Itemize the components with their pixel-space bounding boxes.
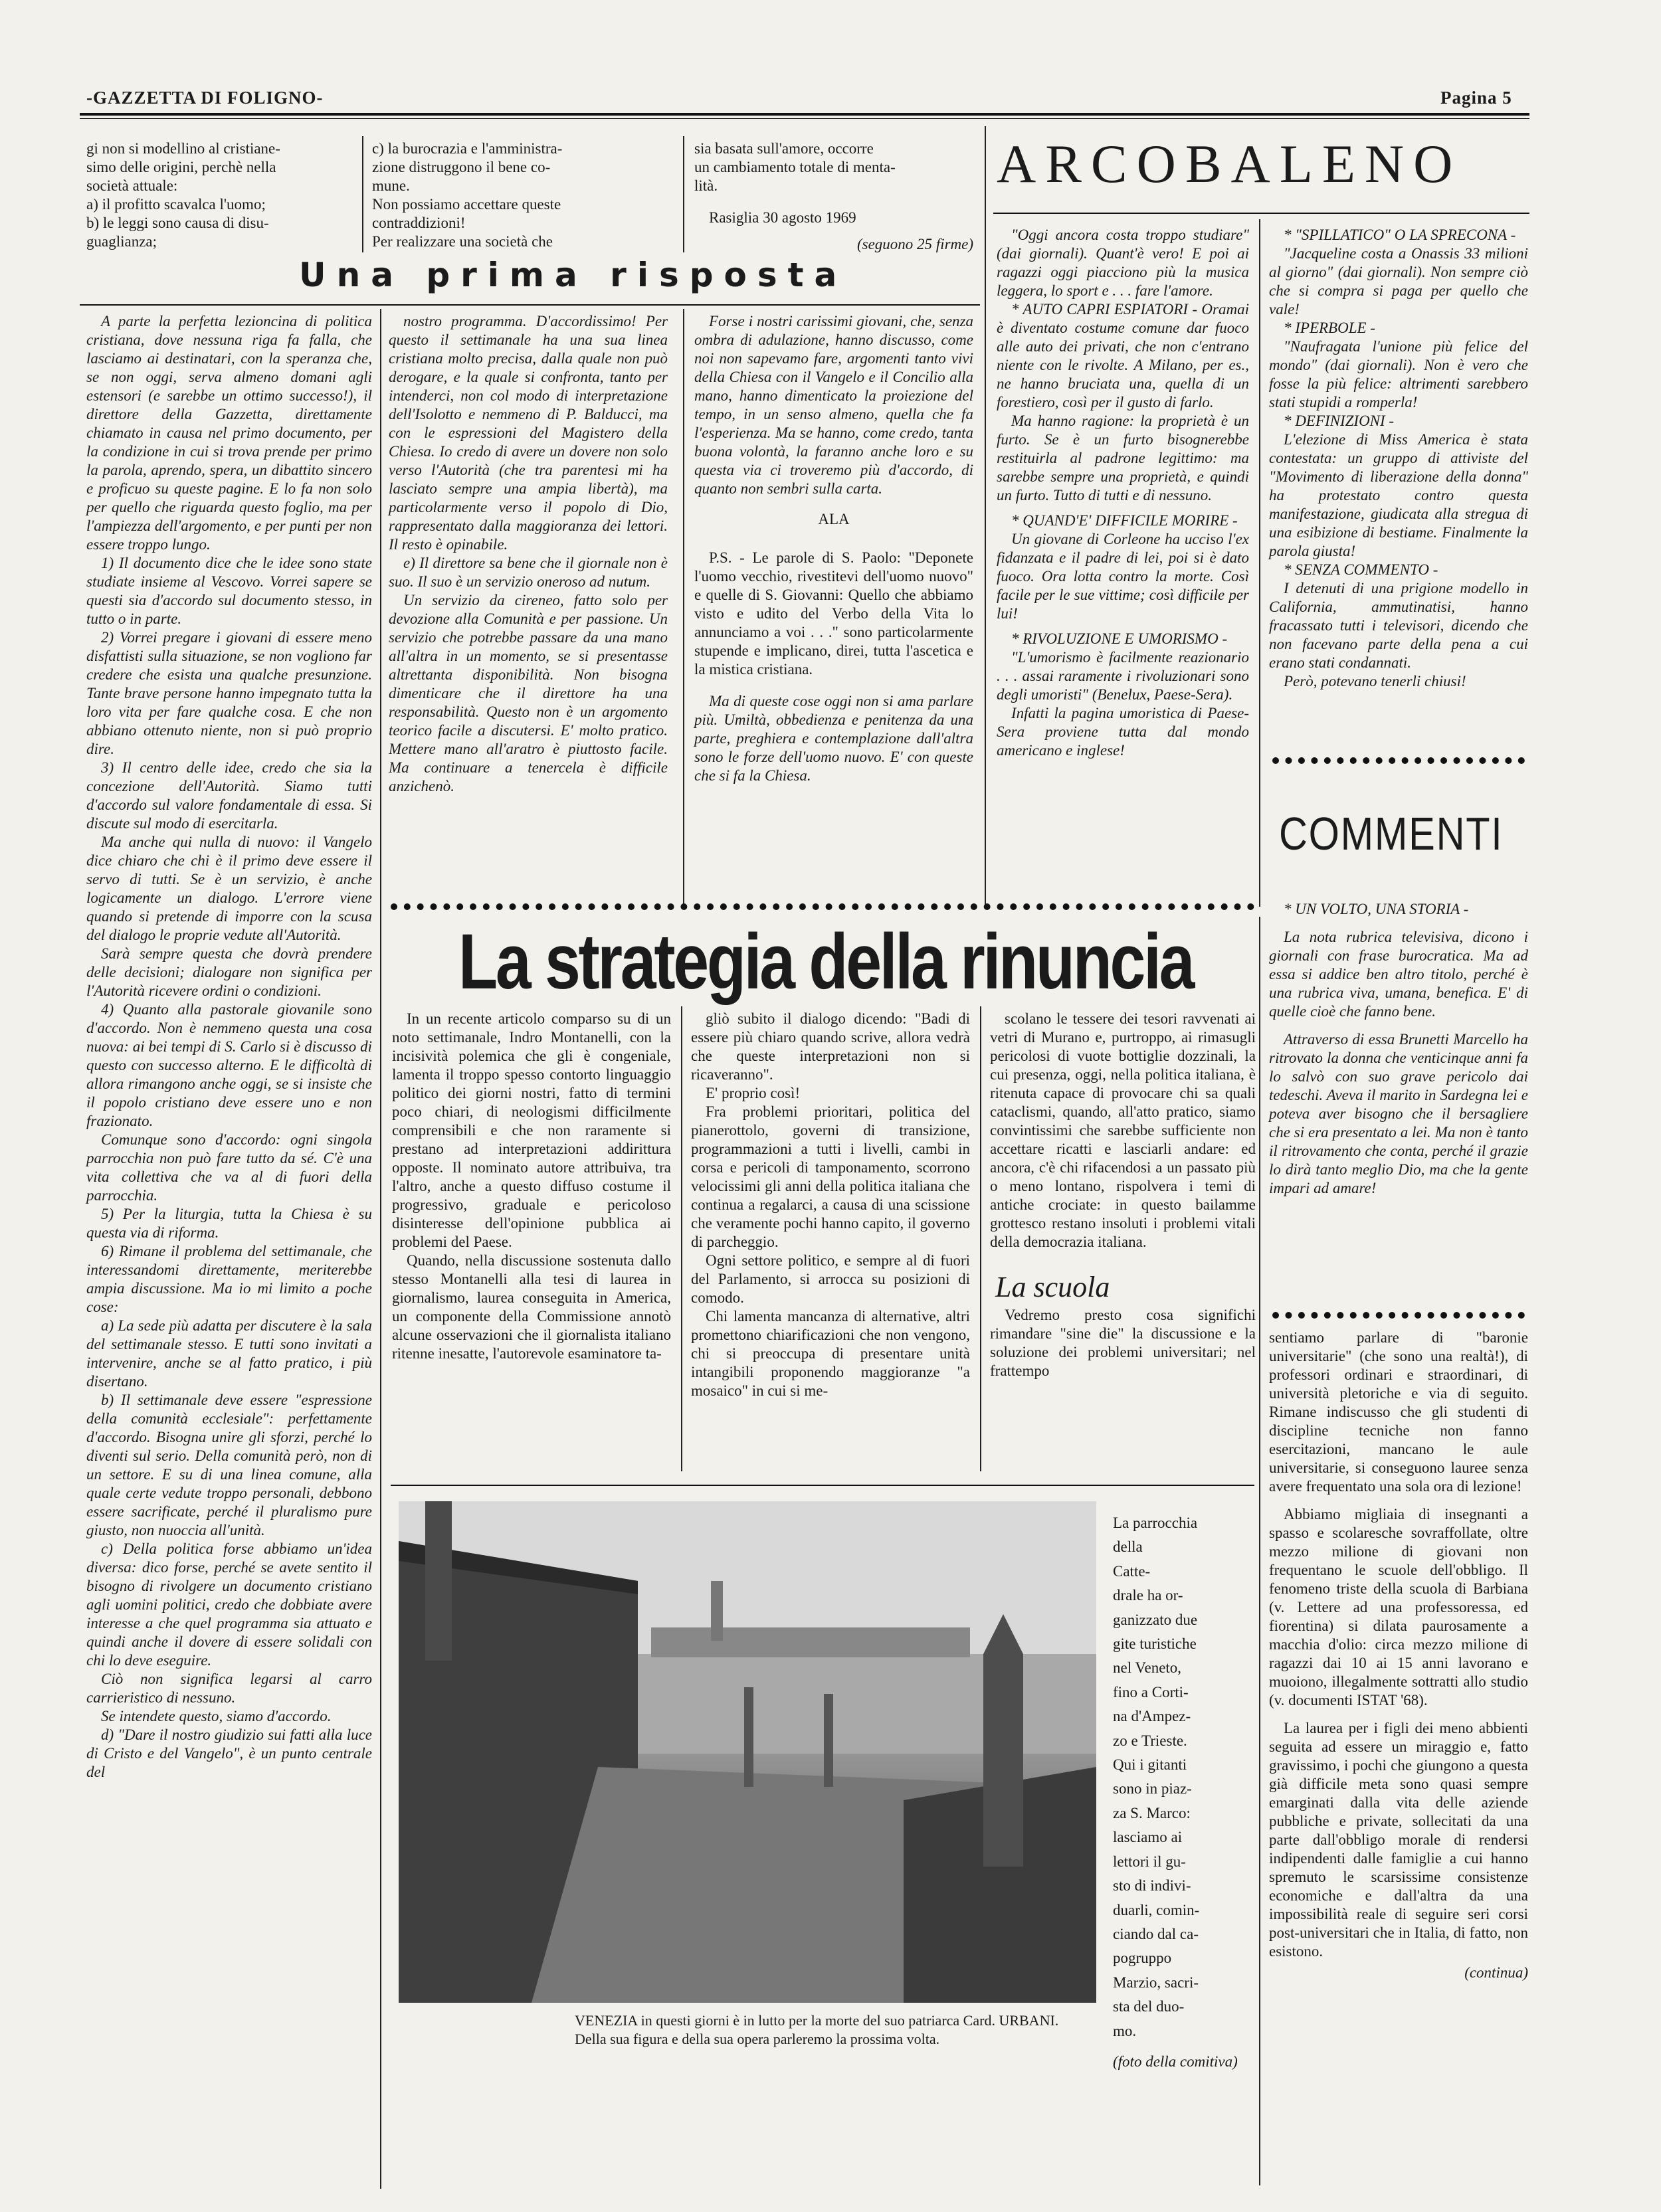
col-divider (681, 1006, 682, 1471)
strategia-col-3: scolano le tessere dei tesori ravvenati ai vetri di Murano e, purtroppo, ai rimasugli pericolosi di vuote bottiglie dozzinali, la cui presenza, oggi, nella politica italiana, è ritenuta capace di provocare chi sa quali cataclismi, quando, all'atto pratico, siamo convintissimi che sarebbe sufficiente non accettare ricatti e lasciarli andare: ed ancora, c'è chi rifacendosi a un passato più o meno lontano, rispolvera i temi di antiche crociate: in questo bailamme grottesco restano insoluti i problemi vitali della democrazia italiana. La scuola Vedremo presto cosa significhi rimandare "sine die" la discussione e la soluzione dei problemi universitari; nel frattempo (990, 1010, 1256, 1379)
headline-commenti: COMMENTI (1279, 808, 1504, 860)
continua-label: (continua) (1464, 1964, 1528, 1981)
section-rule (993, 213, 1529, 214)
commenti-text: * UN VOLTO, UNA STORIA - La nota rubrica televisiva, dicono i giornali con frase burocratica. Ma ad essa si addice ben altro titolo, perché è una rubrica viva, umana, benefica. E' di quelle cioè che fanno bene. Attraverso di essa Brunetti Marcello ha ritrovato la donna che venticinque anni fa lo salvò con suo grave pericolo dai tedeschi. Aveva il marito in Sardegna lei e poteva aver bisogno che il bersagliere che si era presentato a lei. Ma non è tanto il ritrovamento che conta, perché il grazie lo dirà tanto meglio Dio, ma che la gente impari ad amare! (1269, 901, 1528, 1196)
venice-photo (399, 1501, 1096, 2003)
section-rule (391, 1485, 1254, 1486)
dotted-rule (1272, 757, 1525, 764)
col-divider (380, 309, 381, 2189)
venice-scene (399, 1501, 1096, 2003)
arcobaleno-col-1: "Oggi ancora costa troppo studiare" (dai giornali). Quant'è vero! E poi ai ragazzi oggi piacciono più la musica leggera, lo sport e . . . fare l'amore. * AUTO CAPRI ESPIATORI - Oramai è diventato costume comune dar fuoco alle auto dei privati, che non c'entrano niente con le rivolte. A Milano, per es., ne hanno bruciata una, quella di un forestiero, così per il gusto di farlo. Ma hanno ragione: la proprietà è un furto. Se è un furto bisognerebbe restituirla al padrone legittimo: ma sarebbe sempre una proprietà, e quindi un furto. Tutto di tutti e di nessuno. * QUAND'E' DIFFICILE MORIRE - Un giovane di Corleone ha ucciso l'ex fidanzata e il padre di lei, poi si è dato fuoco. Ora lotta contro la morte. Così facile per le sue vittime; così difficile per lui! * RIVOLUZIONE E UMORISMO - "L'umorismo è facilmente reazionario . . . assai raramente i rivoluzionari sono degli umoristi" (Benelux, Paese-Sera). Infatti la pagina umoristica di Paese-Sera proviene tutta dal mondo americano e inglese! (997, 227, 1249, 759)
header-rule (80, 113, 1529, 116)
top-col-2: c) la burocrazia e l'amministra- zione distruggono il bene co- mune. Non possiamo accettare queste contraddizioni! Per realizzare una società che (372, 140, 563, 250)
dotted-rule (391, 903, 1254, 910)
col-divider (980, 1006, 981, 1471)
section-rule (80, 304, 980, 306)
photo-caption: VENEZIA in questi giorni è in lutto per la morte del suo patriarca Card. URBANI. Della sua figura e della sua opera parleremo la prossima volta. (575, 2012, 1059, 2047)
top-col-1: gi non si modellino al cristiane- simo delle origini, perchè nella società attuale: a) il profitto scavalca l'uomo; b) le leggi sono causa di disu- guaglianza; (86, 140, 280, 250)
col-divider (985, 126, 986, 907)
top-col-3: sia basata sull'amore, occorre un cambiamento totale di menta- lità. Rasiglia 30 agosto 1969 (seguono 25 firme) (694, 140, 973, 252)
dotted-rule (1272, 1312, 1525, 1319)
photo-side-text: La parrocchia della Catte- drale ha or- ganizzato due gite turistiche nel Veneto, fino a Corti- na d'Ampez- zo e Trieste. Qui i gitanti sono in piaz- za S. Marco: lasciamo ai lettori il gu- sto di indivi- duarli, comin- ciando dal ca- pogruppo Marzio, sacri- sta del duo- mo. (foto della comitiva) (1113, 1515, 1238, 2070)
col-divider (683, 309, 684, 907)
signature-ala: ALA (818, 511, 850, 527)
page-number: Pagina 5 (1440, 88, 1512, 108)
col-divider (1259, 219, 1260, 907)
prima-col-2: nostro programma. D'accordissimo! Per questo il settimanale ha una sua linea cristiana molto precisa, dalla quale non può derogare, e la quale si confronta, tanto per intenderci, non col modo di interpretazione dell'Isolotto e nemmeno di P. Balducci, ma con le espressioni del Magistero della Chiesa. Io credo di avere un dovere non solo verso l'Autorità (che tra parentesi mi ha lasciato sempre una ampia libertà), ma particolarmente verso il popolo di Dio, rappresentato dalla maggioranza dei lettori. Il resto è opinabile. e) Il direttore sa bene che il giornale non è suo. Il suo è un servizio oneroso ad nutum. Un servizio da cireneo, fatto solo per devozione alla Comunità e per passione. Un servizio che potrebbe passare da una mano all'altra in un momento, se si presentasse altrettanta disponibilità. Non bisogna dimenticare che il direttore ha una responsabilità. Questo non è un argomento teorico facile a discutersi. E' molto pratico. Mettere mano all'aratro è piuttosto facile. Ma continuare a tenercela è difficile anzichenò. (389, 313, 668, 794)
letter-date: Rasiglia 30 agosto 1969 (709, 209, 856, 226)
col-divider (683, 136, 684, 252)
masthead: -GAZZETTA DI FOLIGNO- (86, 88, 324, 108)
col-divider (362, 136, 363, 252)
header-rule-thin (80, 118, 1529, 119)
letter-signatures: (seguono 25 firme) (856, 236, 973, 252)
col-divider (1259, 917, 1260, 2185)
prima-col-1: A parte la perfetta lezioncina di politica cristiana, dove nessuna riga fa falla, che lasciamo ai destinatari, con la speranza che, se non oggi, serva almeno domani agli estensori (e sarebbe un ottimo successo!), il direttore della Gazzetta, direttamente chiamato in causa nel primo documento, per la condizione in cui si trova prende per primo la parola, aprendo, spera, un dibattito sincero e proficuo su queste pagine. E lo fa non solo per quello che riguarda questo foglio, ma per l'ampiezza dell'argomento, e per punti per non essere troppo lungo. 1) Il documento dice che le idee sono state studiate insieme al Vescovo. Vorrei sapere se questi sia d'accordo sul documento stesso, in tutto o in parte. 2) Vorrei pregare i giovani di essere meno disfattisti sulla situazione, se non vogliono far credere che esista una qualche presunzione. Tante brave persone hanno impegnato tutta la loro vita per fare qualche cosa. E che non abbiano ottenuto niente, non si può proprio dire. 3) Il centro delle idee, credo che sia la concezione dell'Autorità. Siamo tutti d'accordo sul valore fondamentale di essa. Si discute sul modo di esercitarla. Ma anche qui nulla di nuovo: il Vangelo dice chiaro che chi è il primo deve essere il servo di tutti. Se è un servizio, è anche logicamente un dialogo. L'errore viene quando si pretende di imporre con la scusa del dialogo le proprie vedute all'Autorità. Sarà sempre questa che dovrà prendere delle decisioni; dialogare non significa per l'Autorità ricevere ordini o condizioni. 4) Quanto alla pastorale giovanile sono d'accordo. Non è nemmeno questa una cosa nuova: ai bei tempi di S. Carlo si è discusso di questo con successo alterno. E le difficoltà di allora rimangono anche oggi, se si insiste che il popolo cristiano deve essere uno e non frazionato. Comunque sono d'accordo: ogni singola parrocchia non può fare tutto da sé. C'è una vita collettiva che va al di fuori della parrocchia. 5) Per la liturgia, tutta la Chiesa è su questa via di riforma. 6) Rimane il problema del settimanale, che interessandomi direttamente, meriterebbe ampia discussione. Ma io mi limito a poche cose: a) La sede più adatta per discutere è la sala del settimanale stesso. E tutti sono invitati a intervenire, anche se al fatto pratico, i più disertano. b) Il settimanale deve essere "espressione della comunità ecclesiale": perfettamente d'accordo. Bisogna unire gli sforzi, perché lo diventi sul serio. Della comunità però, non di un settore. E su di una linea comune, alla quale certe vedute troppo personali, debbono essere sacrificate, perché il pluralismo pure giusto, non nuoccia all'unità. c) Della politica forse abbiamo un'idea diversa: dico forse, perché se avete sentito il bisogno di rivolgere un documento cristiano agli uomini politici, credo che dobbiate avere interesse a che quel programma sia attuato e quindi anche il dovere di essere solidali con chi lo deve eseguire. Ciò non significa legarsi al carro carrieristico di nessuno. Se intendete questo, siamo d'accordo. d) "Dare il nostro giudizio sui fatti alla luce di Cristo e del Vangelo", è un punto centrale del (86, 313, 372, 1780)
subhead-scuola: La scuola (995, 1271, 1110, 1303)
arcobaleno-col-2: * "SPILLATICO" O LA SPRECONA - "Jacqueline costa a Onassis 33 milioni al giorno" (dai giornali). Non sempre ciò che si compra si paga per quello che vale! * IPERBOLE - "Naufragata l'unione più felice del mondo" (dai giornali). Non è vero che fosse la più felice: altrimenti sarebbero stati stupidi a romperla! * DEFINIZIONI - L'elezione di Miss America è stata contestata: un gruppo di attiviste del "Movimento di liberazione della donna" ha protestato contro questa manifestazione, giudicata alla stregua di una esibizione di bestiame. Finalmente la parola giusta! * SENZA COMMENTO - I detenuti di una prigione modello in California, ammutinatisi, hanno fracassato tutti i televisori, dicendo che non facevano parte della pena a cui erano stati condannati. Però, potevano tenerli chiusi! (1269, 227, 1528, 690)
headline-arcobaleno: ARCOBALENO (997, 134, 1462, 194)
headline-strategia: La strategia della rinuncia (458, 918, 1193, 1006)
headline-prima-risposta: Una prima risposta (299, 256, 848, 294)
prima-col-3: Forse i nostri carissimi giovani, che, senza ombra di adulazione, hanno discusso, come noi non sapevamo fare, argomenti tanto vivi della Chiesa con il Vangelo e il Concilio alla mano, hanno dimenticato la proiezione del tempo, in un senso almeno, quella che fa l'esperienza. Ma se hanno, come credo, tanta buona volontà, la faranno anche loro e su questa via ci troveremo più d'accordo, di quanto non sembri sulla carta. ALA P.S. - Le parole di S. Paolo: "Deponete l'uomo vecchio, rivestitevi dell'uomo nuovo" e quelle di S. Giovanni: Quello che abbiamo visto e udito del Verbo della Vita lo annunciamo a voi . . ." sono particolarmente stupende e implicano, direi, tutta l'ascetica e la mistica cristiana. Ma di queste cose oggi non si ama parlare più. Umiltà, obbedienza e penitenza da una parte, preghiera e contemplazione dall'altra sono le forze dell'uomo nuovo. E' con queste che si fa la Chiesa. (694, 313, 973, 784)
scuola-continuation: sentiamo parlare di "baronie universitarie" (che sono una realtà!), di professori ordinari e straordinari, di università pletoriche e via di seguito. Rimane indiscusso che gli studenti di discipline tecniche non fanno esercitazioni, mancano le aule universitarie, si conseguono lauree senza avere frequentato una sola ora di lezione! Abbiamo migliaia di insegnanti a spasso e scolaresche sovraffollate, oltre mezzo milione di giovani non frequentano le scuole dell'obbligo. Il fenomeno triste della scuola di Barbiana (v. Lettere ad una professoressa, ed fiorentina) si dilata paurosamente a macchia d'olio: circa mezzo milione di ragazzi dai 10 ai 15 anni lavorano e muoiono, illegalmente sottratti allo studio (v. documenti ISTAT '68). La laurea per i figli dei meno abbienti seguita ad essere un miraggio e, fatto gravissimo, i pochi che giungono a questa già difficile meta sono quasi sempre emarginati dalla vita delle aziende pubbliche e private, sollecitati da una parte dall'obbligo morale di rendersi indipendenti dalle famiglie a cui hanno spremuto le scarsissime consistenze economiche e dall'altra da una impossibilità reale di seguire seri corsi post-universitari che in Italia, di fatto, non esistono. (continua) (1269, 1329, 1528, 1981)
strategia-col-1: In un recente articolo comparso su di un noto settimanale, Indro Montanelli, con la incisività polemica che gli è congeniale, lamenta il troppo spesso contorto linguaggio politico dei giorni nostri, fatto di termini poco chiari, di neologismi difficilmente comprensibili e che non raramente si prestano ad interpretazioni addirittura opposte. Il nominato autore attribuiva, tra l'altro, anche a questo diffuso costume il progressivo, graduale e pericoloso disinteresse dell'opinione pubblica ai problemi del Paese. Quando, nella discussione sostenuta dallo stesso Montanelli alla tesi di laurea in giornalismo, laurea conseguita in America, un componente della Commissione annotò alcune osservazioni che il giornalista italiano ritenne inesatte, l'autorevole esaminatore ta- (392, 1010, 671, 1362)
strategia-col-2: gliò subito il dialogo dicendo: "Badi di essere più chiaro quando scrive, allora vedrà che queste interpretazioni non si ricaveranno". E' proprio così! Fra problemi prioritari, politica del pianerottolo, governi di transizione, programmazioni a tutti i livelli, cambi in corsa e pericoli di tamponamento, scorrono velocissimi gli anni della politica italiana che continua a regalarci, a causa di una scissione che veramente pochi hanno capito, il governo di parcheggio. Ogni settore politico, e sempre al di fuori del Parlamento, si arrocca su posizioni di comodo. Chi lamenta mancanza di alternative, altri promettono chiarificazioni che non vengono, chi si preoccupa di presentare unità intangibili proponendo maggioranze "a mosaico" in cui si me- (691, 1010, 970, 1399)
